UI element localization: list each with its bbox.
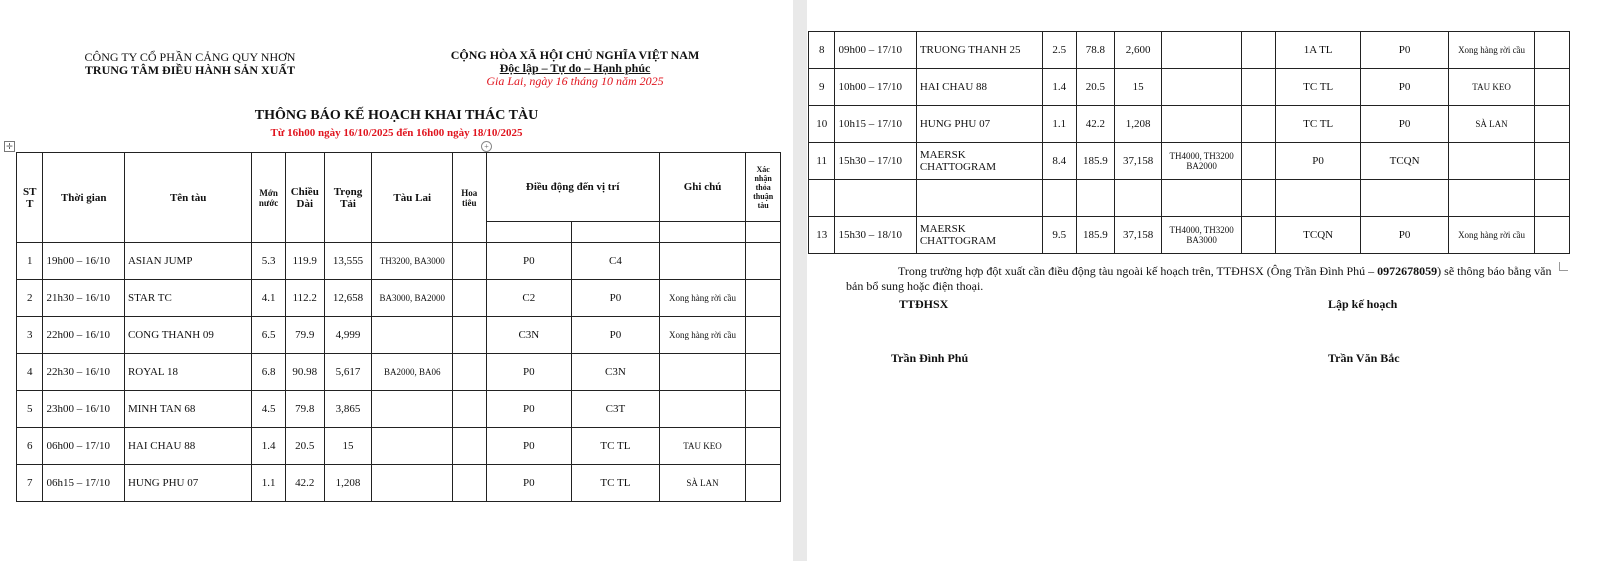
cell-draft: 2.5 — [1042, 32, 1076, 69]
signature-right-name: Trần Văn Bắc — [1328, 351, 1400, 365]
company-name: CÔNG TY CỔ PHẦN CẢNG QUY NHƠN — [84, 50, 296, 64]
cell-pilot — [452, 428, 486, 465]
cell-note: SÀ LAN — [1448, 106, 1534, 143]
document-subtitle: Từ 16h00 ngày 16/10/2025 đến 16h00 ngày 18/10/2025 — [270, 127, 523, 139]
cell-tonnage: 1,208 — [324, 465, 372, 502]
department-name: TRUNG TÂM ĐIỀU HÀNH SẢN XUẤT — [84, 63, 296, 77]
cell-pilot — [452, 243, 486, 280]
table-row — [809, 143, 1570, 180]
cell-note: TAU KEO — [1448, 69, 1534, 106]
cell-confirm — [746, 428, 781, 465]
cell-tug — [372, 465, 452, 502]
cell-stt: 1 — [17, 243, 43, 280]
cell-stt: 3 — [17, 317, 43, 354]
cell-draft: 6.8 — [252, 354, 286, 391]
cell-confirm — [746, 243, 781, 280]
cell-length: 42.2 — [285, 465, 324, 502]
cell-ship: TRUONG THANH 25 — [916, 32, 1042, 69]
cell-tug — [1161, 106, 1241, 143]
cell-time: 06h00 – 17/10 — [43, 428, 124, 465]
cell-pilot — [452, 317, 486, 354]
cell-time: 22h30 – 16/10 — [43, 354, 124, 391]
cell-draft: 1.4 — [252, 428, 286, 465]
cell-stt: 13 — [809, 217, 835, 254]
cell-length: 79.9 — [285, 317, 324, 354]
cell-from — [1275, 180, 1360, 217]
table-row — [17, 428, 781, 465]
cell-note: Xong hàng rời cầu — [659, 317, 746, 354]
cell-ship: MAERSK CHATTOGRAM — [916, 217, 1042, 254]
table-row — [17, 354, 781, 391]
cell-draft: 9.5 — [1042, 217, 1076, 254]
cell-note: SÀ LAN — [659, 465, 746, 502]
cell-time: 22h00 – 16/10 — [43, 317, 124, 354]
cell-draft: 1.4 — [1042, 69, 1076, 106]
cell-tug: BA2000, BA06 — [372, 354, 452, 391]
cell-to: P0 — [572, 317, 660, 354]
cell-stt: 9 — [809, 69, 835, 106]
cell-length: 20.5 — [1076, 69, 1115, 106]
cell-tug — [1161, 32, 1241, 69]
cell-draft: 5.3 — [252, 243, 286, 280]
cell-confirm — [1535, 106, 1570, 143]
cell-tonnage: 1,208 — [1115, 106, 1162, 143]
cell-pilot — [1242, 106, 1276, 143]
cell-tonnage: 37,158 — [1115, 143, 1162, 180]
cell-ship: HAI CHAU 88 — [124, 428, 251, 465]
cell-time — [835, 180, 916, 217]
cell-confirm — [746, 354, 781, 391]
cell-confirm — [1535, 69, 1570, 106]
cell-tonnage: 37,158 — [1115, 217, 1162, 254]
cell-ship: MINH TAN 68 — [124, 391, 251, 428]
cell-note — [1448, 180, 1534, 217]
signature-left-name: Trần Đình Phú — [891, 351, 969, 365]
cell-tonnage: 3,865 — [324, 391, 372, 428]
cell-stt: 11 — [809, 143, 835, 180]
cell-pilot — [452, 465, 486, 502]
col-stt: ST T — [17, 153, 43, 243]
cell-length: 20.5 — [285, 428, 324, 465]
cell-to: P0 — [1361, 69, 1448, 106]
cell-length: 78.8 — [1076, 32, 1115, 69]
cell-confirm — [746, 317, 781, 354]
national-header — [420, 49, 730, 88]
cell-ship: HAI CHAU 88 — [916, 69, 1042, 106]
cell-tonnage: 13,555 — [324, 243, 372, 280]
cell-stt: 8 — [809, 32, 835, 69]
cell-stt: 6 — [17, 428, 43, 465]
cell-time: 23h00 – 16/10 — [43, 391, 124, 428]
country-name: CỘNG HÒA XÃ HỘI CHỦ NGHĨA VIỆT NAM — [450, 48, 700, 62]
table-row — [809, 69, 1570, 106]
cell-from: C2 — [486, 280, 572, 317]
cell-time: 10h00 – 17/10 — [835, 69, 916, 106]
cell-draft: 4.1 — [252, 280, 286, 317]
table-row — [809, 106, 1570, 143]
cell-note: Xong hàng rời cầu — [659, 280, 746, 317]
col-tonnage: Trọng Tải — [324, 153, 372, 243]
cell-draft: 8.4 — [1042, 143, 1076, 180]
cell-from: P0 — [1275, 143, 1360, 180]
cell-note — [659, 243, 746, 280]
cell-stt: 5 — [17, 391, 43, 428]
cell-time: 15h30 – 17/10 — [835, 143, 916, 180]
cell-from: TC TL — [1275, 106, 1360, 143]
cell-to: TC TL — [572, 465, 660, 502]
cell-to: C3N — [572, 354, 660, 391]
cell-to: C3T — [572, 391, 660, 428]
table-row — [17, 465, 781, 502]
cell-ship: ROYAL 18 — [124, 354, 251, 391]
cell-ship: HUNG PHU 07 — [124, 465, 251, 502]
cell-stt: 10 — [809, 106, 835, 143]
table-row — [809, 32, 1570, 69]
ship-schedule-table-page1 — [16, 152, 781, 502]
col-pilot: Hoa tiêu — [452, 153, 486, 243]
company-header — [60, 51, 320, 77]
cell-pilot — [452, 391, 486, 428]
cell-from: TCQN — [1275, 217, 1360, 254]
cell-from: P0 — [486, 391, 572, 428]
cell-pilot — [1242, 217, 1276, 254]
cell-from: P0 — [486, 428, 572, 465]
cell-note: Xong hàng rời cầu — [1448, 32, 1534, 69]
cell-confirm — [746, 280, 781, 317]
cell-stt: 2 — [17, 280, 43, 317]
cell-stt: 4 — [17, 354, 43, 391]
cell-pilot — [452, 354, 486, 391]
cell-from: C3N — [486, 317, 572, 354]
cell-to: P0 — [1361, 32, 1448, 69]
cell-length: 112.2 — [285, 280, 324, 317]
cell-tug — [372, 391, 452, 428]
cell-tug: BA3000, BA2000 — [372, 280, 452, 317]
cell-from: P0 — [486, 354, 572, 391]
cell-draft — [1042, 180, 1076, 217]
table-row — [17, 280, 781, 317]
cell-note — [659, 354, 746, 391]
cell-confirm — [1535, 180, 1570, 217]
cell-tonnage: 5,617 — [324, 354, 372, 391]
cell-pilot — [1242, 69, 1276, 106]
cell-tug — [1161, 180, 1241, 217]
cell-length — [1076, 180, 1115, 217]
cell-tug: TH3200, BA3000 — [372, 243, 452, 280]
cell-from: TC TL — [1275, 69, 1360, 106]
table-row — [809, 217, 1570, 254]
footnote-text: Trong trường hợp đột xuất cần điều động tàu ngoài kế hoạch trên, TTĐHSX (Ông Trần Đình Phú – — [898, 264, 1378, 278]
cell-to: TCQN — [1361, 143, 1448, 180]
cell-confirm — [1535, 217, 1570, 254]
cell-time: 06h15 – 17/10 — [43, 465, 124, 502]
cell-length: 90.98 — [285, 354, 324, 391]
cell-length: 42.2 — [1076, 106, 1115, 143]
cell-to — [1361, 180, 1448, 217]
cell-time: 15h30 – 18/10 — [835, 217, 916, 254]
cell-tug: TH4000, TH3200 BA2000 — [1161, 143, 1241, 180]
cell-tug — [372, 428, 452, 465]
signature-right-title: Lập kế hoạch — [1328, 297, 1398, 311]
cell-ship: MAERSK CHATTOGRAM — [916, 143, 1042, 180]
table-row-empty — [809, 180, 1570, 217]
cell-note: TAU KEO — [659, 428, 746, 465]
cell-length: 185.9 — [1076, 143, 1115, 180]
cell-stt: 7 — [17, 465, 43, 502]
cell-time: 09h00 – 17/10 — [835, 32, 916, 69]
cell-stt — [809, 180, 835, 217]
col-ship: Tên tàu — [124, 153, 251, 243]
cell-draft: 6.5 — [252, 317, 286, 354]
cell-time: 19h00 – 16/10 — [43, 243, 124, 280]
contact-phone: 0972678059 — [1377, 264, 1438, 278]
ship-schedule-table-page2 — [808, 31, 1570, 254]
cell-draft: 1.1 — [252, 465, 286, 502]
col-tug: Tàu Lai — [372, 153, 452, 243]
cell-from: P0 — [486, 243, 572, 280]
document-title: THÔNG BÁO KẾ HOẠCH KHAI THÁC TÀU — [254, 108, 539, 123]
cell-pilot — [1242, 32, 1276, 69]
col-note: Ghi chú — [659, 153, 746, 222]
cell-from: P0 — [486, 465, 572, 502]
insert-column-icon[interactable]: + — [481, 141, 492, 152]
cell-confirm — [746, 391, 781, 428]
cell-time: 21h30 – 16/10 — [43, 280, 124, 317]
cell-note — [659, 391, 746, 428]
cell-tug: TH4000, TH3200 BA3000 — [1161, 217, 1241, 254]
table-row — [17, 243, 781, 280]
col-move: Điều động đến vị trí — [486, 153, 659, 222]
table-move-handle-icon[interactable]: ✛ — [4, 141, 15, 152]
cell-ship: CONG THANH 09 — [124, 317, 251, 354]
cell-from: 1A TL — [1275, 32, 1360, 69]
cell-length: 185.9 — [1076, 217, 1115, 254]
cell-pilot — [1242, 143, 1276, 180]
cell-confirm — [1535, 32, 1570, 69]
footnote-text-end: ) sẽ thông báo bằng văn bản bổ sung hoặc điện thoại. — [846, 264, 1552, 293]
cell-tonnage: 15 — [1115, 69, 1162, 106]
col-draft: Mớn nước — [252, 153, 286, 243]
signature-left-title: TTĐHSX — [899, 297, 949, 311]
place-date: Gia Lai, ngày 16 tháng 10 năm 2025 — [486, 74, 664, 88]
cell-to: P0 — [572, 280, 660, 317]
cell-confirm — [1535, 143, 1570, 180]
cell-note: Xong hàng rời cầu — [1448, 217, 1534, 254]
cell-tug — [1161, 69, 1241, 106]
cell-to: TC TL — [572, 428, 660, 465]
cell-tonnage: 12,658 — [324, 280, 372, 317]
cell-to: C4 — [572, 243, 660, 280]
cell-tonnage: 4,999 — [324, 317, 372, 354]
cell-tonnage — [1115, 180, 1162, 217]
cell-ship: ASIAN JUMP — [124, 243, 251, 280]
cell-ship: STAR TC — [124, 280, 251, 317]
cell-pilot — [1242, 180, 1276, 217]
cell-draft: 1.1 — [1042, 106, 1076, 143]
cell-tug — [372, 317, 452, 354]
table-row — [17, 391, 781, 428]
cell-length: 79.8 — [285, 391, 324, 428]
cell-ship — [916, 180, 1042, 217]
cell-confirm — [746, 465, 781, 502]
cell-length: 119.9 — [285, 243, 324, 280]
cell-ship: HUNG PHU 07 — [916, 106, 1042, 143]
table-row — [17, 317, 781, 354]
document-page-1 — [0, 0, 793, 561]
cell-time: 10h15 – 17/10 — [835, 106, 916, 143]
cell-note — [1448, 143, 1534, 180]
cell-to: P0 — [1361, 217, 1448, 254]
table-header-row — [17, 153, 781, 222]
col-confirm: Xác nhận thỏa thuận tàu — [746, 153, 781, 222]
footnote-paragraph — [846, 264, 1566, 294]
cell-tonnage: 15 — [324, 428, 372, 465]
cell-to: P0 — [1361, 106, 1448, 143]
cell-tonnage: 2,600 — [1115, 32, 1162, 69]
col-time: Thời gian — [43, 153, 124, 243]
motto: Độc lập – Tự do – Hạnh phúc — [499, 61, 651, 75]
cell-draft: 4.5 — [252, 391, 286, 428]
cell-pilot — [452, 280, 486, 317]
col-length: Chiều Dài — [285, 153, 324, 243]
